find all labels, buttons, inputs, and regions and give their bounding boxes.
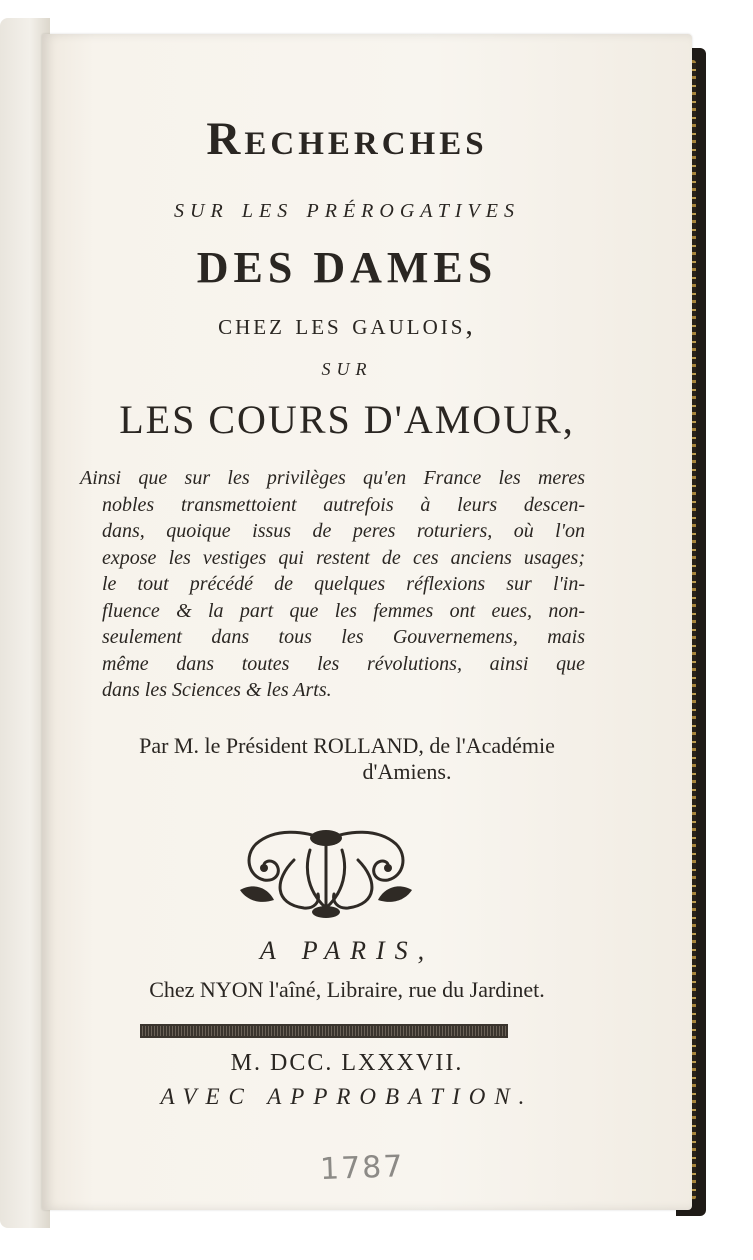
imprint-date: M. DCC. LXXXVII.	[230, 1050, 464, 1076]
description-paragraph	[80, 465, 585, 704]
description-line: seulement dans tous les Gouvernemens, mais	[102, 626, 585, 648]
description-line: Ainsi que sur les privilèges qu'en France les meres	[80, 467, 585, 489]
description-line: le tout précédé de quelques réflexions sur l'in-	[102, 573, 585, 595]
title-recherches: Recherches	[206, 113, 488, 165]
description-line: dans, quoique issus de peres roturiers, où l'on	[102, 520, 585, 542]
author-statement	[42, 733, 652, 785]
imprint-city: A PARIS,	[259, 936, 435, 965]
description-line: dans les Sciences & les Arts.	[102, 679, 332, 701]
title-cours-damour: LES COURS D'AMOUR,	[119, 397, 575, 442]
description-line: nobles transmettoient autrefois à leurs descen-	[102, 493, 585, 516]
description-line: même dans toutes les révolutions, ainsi que	[102, 652, 585, 675]
description-line: fluence & la part que les femmes ont eues, non-	[102, 599, 585, 622]
ornamental-rule	[140, 1024, 508, 1038]
handwritten-date-note: 1787	[319, 1149, 405, 1188]
author-line-1: Par M. le Président ROLLAND, de l'Académie	[139, 733, 555, 758]
printer-ornament-icon	[234, 820, 418, 920]
title-prerogatives: sur les prérogatives	[174, 192, 520, 224]
imprint-approbation: AVEC APPROBATION.	[160, 1084, 534, 1109]
title-gaulois: chez les gaulois,	[218, 308, 476, 341]
imprint-publisher: Chez NYON l'aîné, Libraire, rue du Jardinet.	[149, 977, 545, 1002]
title-des-dames: DES DAMES	[196, 243, 498, 292]
title-sur: sur	[321, 352, 373, 381]
author-line-2: d'Amiens.	[362, 759, 452, 784]
description-line: expose les vestiges qui restent de ces anciens usages;	[102, 546, 585, 569]
